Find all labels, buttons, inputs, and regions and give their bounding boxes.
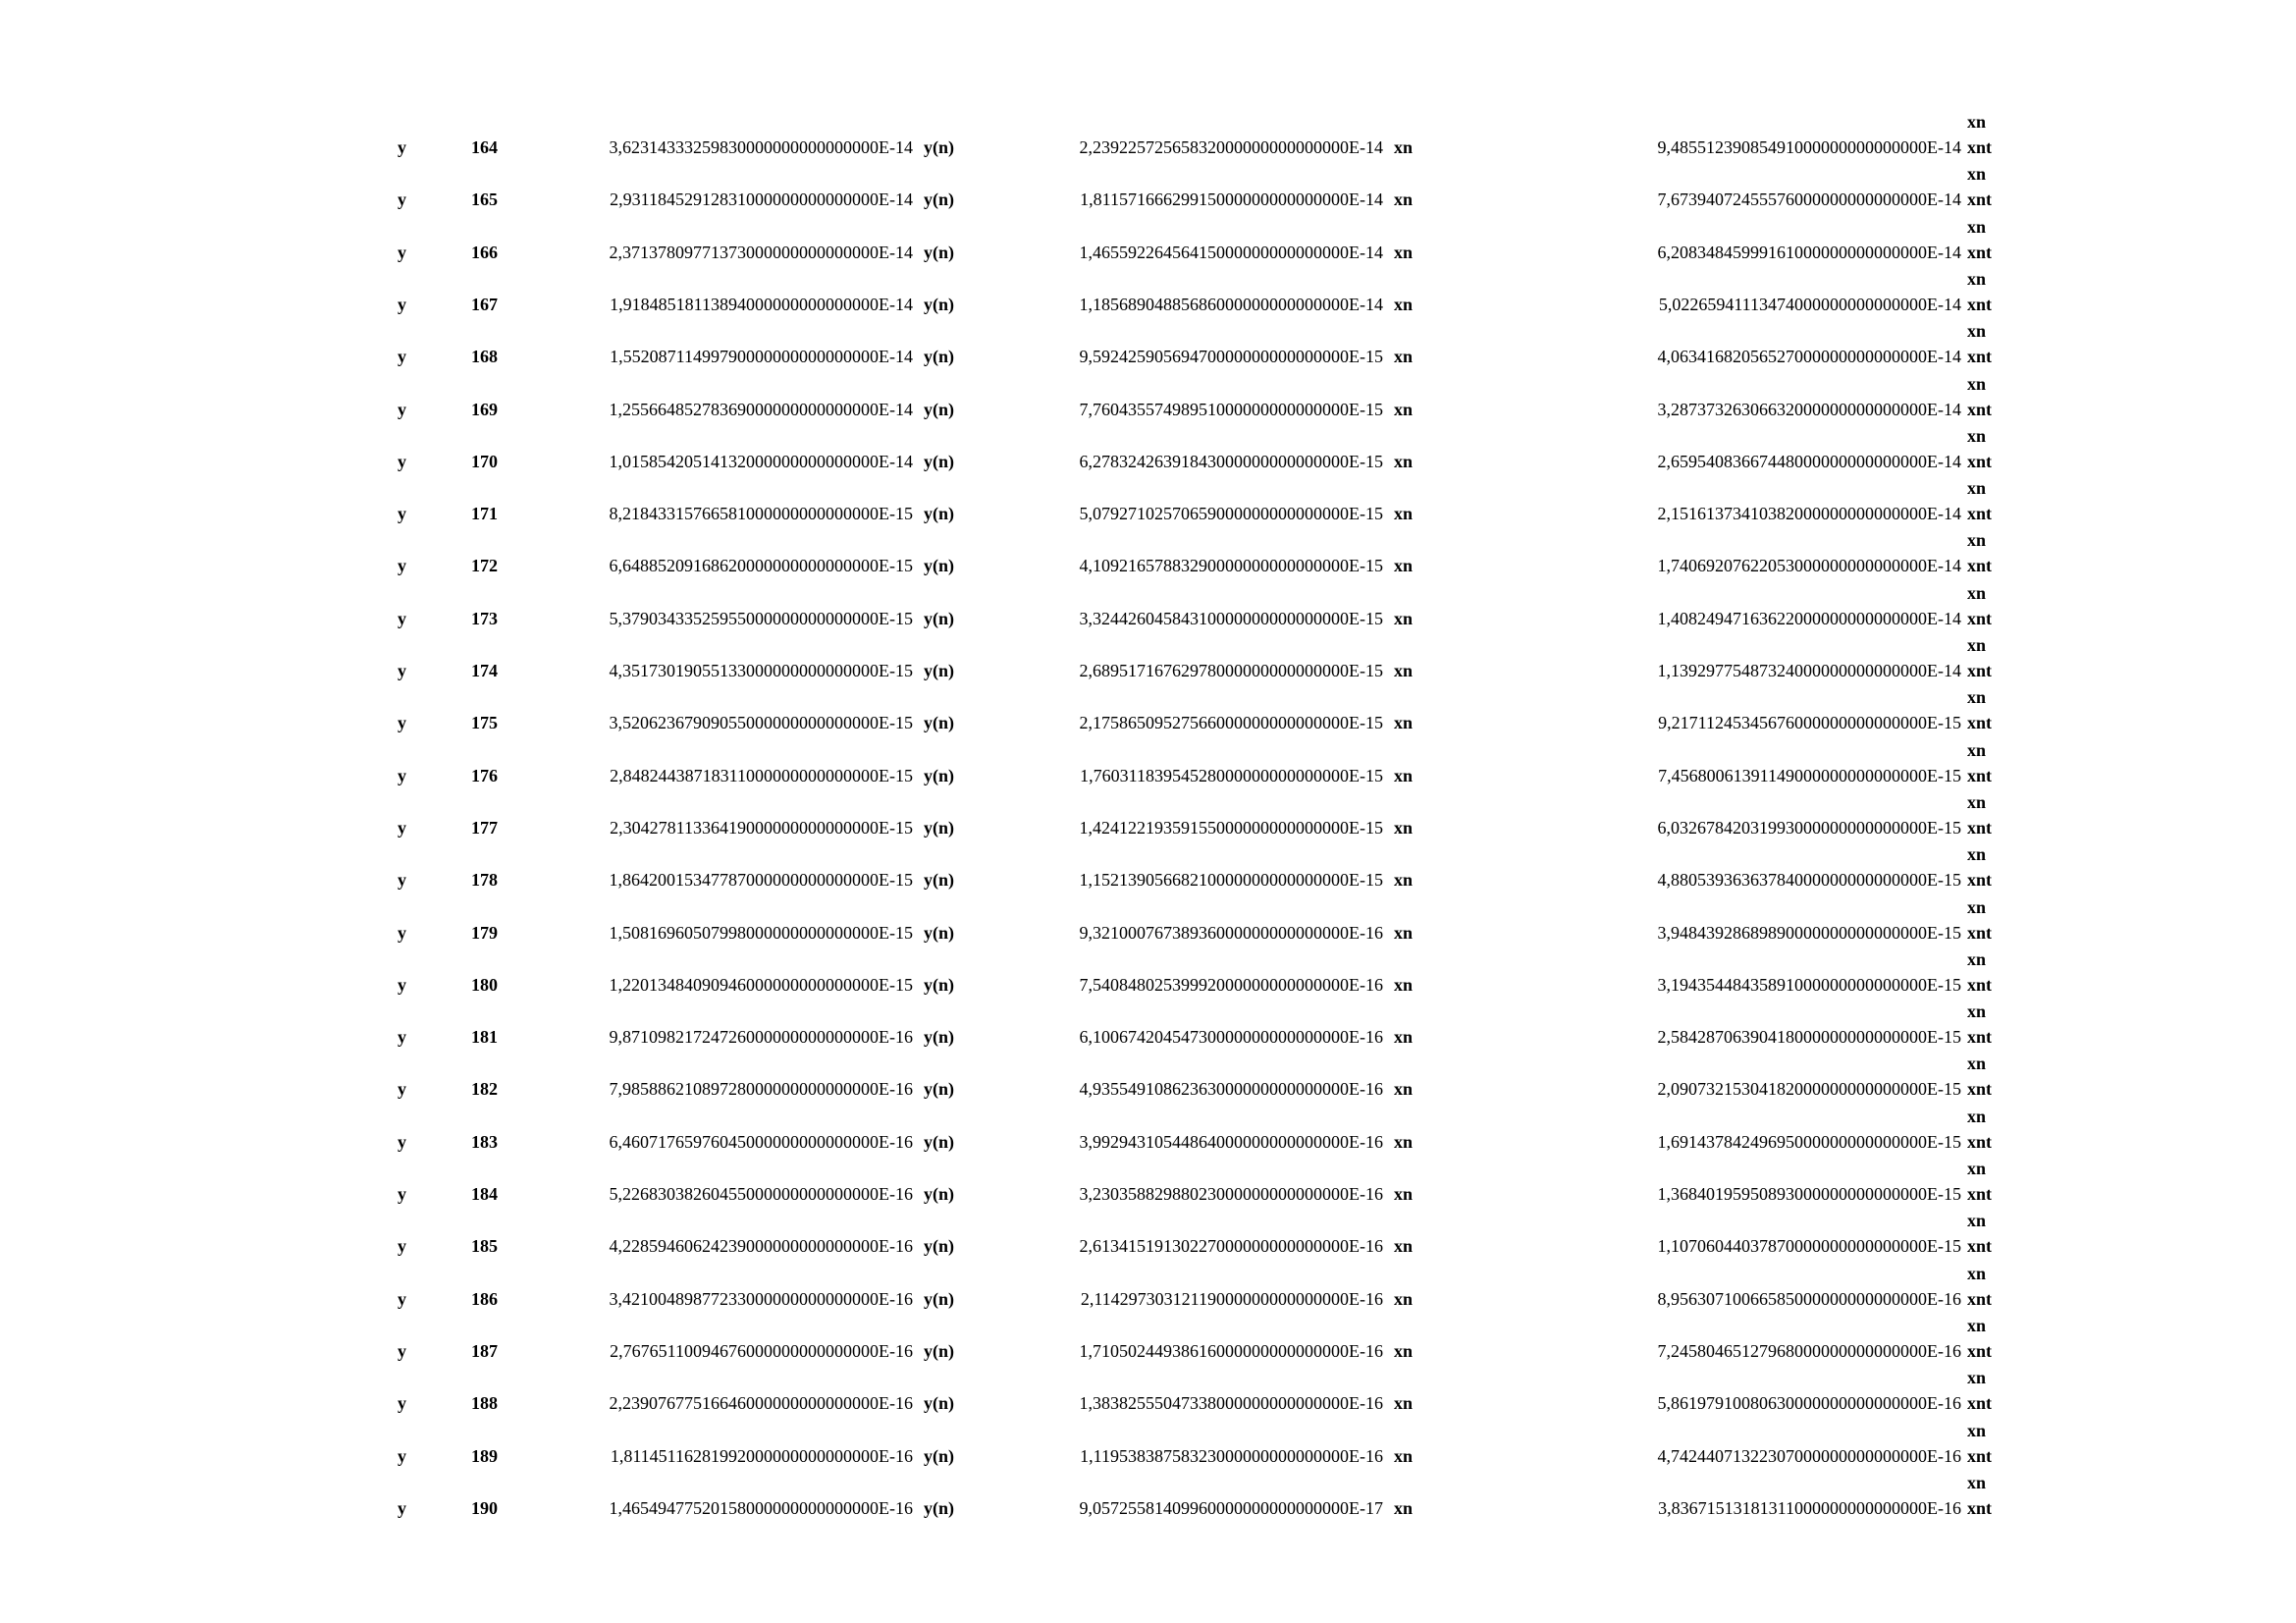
xn-value: 1,38382555047338000000000000000E-16: [1079, 1393, 1383, 1413]
row-label: y: [398, 870, 406, 890]
xn-value: 4,93554910862363000000000000000E-16: [1079, 1079, 1383, 1099]
xn-value: 3,23035882988023000000000000000E-16: [1079, 1184, 1383, 1204]
xn-value: 1,46559226456415000000000000000E-14: [1079, 243, 1383, 262]
row-index: 177: [471, 818, 498, 838]
row-index: 188: [471, 1393, 498, 1413]
xn-value: 1,18568904885686000000000000000E-14: [1079, 295, 1383, 314]
xn-value: 2,68951716762978000000000000000E-15: [1079, 661, 1383, 680]
xnt-top-tag: xn: [1967, 426, 1987, 446]
xn-tag: xn: [1394, 1184, 1414, 1204]
xn-tag: xn: [1394, 1498, 1414, 1518]
xn-value: 1,81157166629915000000000000000E-14: [1080, 189, 1383, 209]
y-tag: y(n): [924, 766, 954, 785]
xn-tag: xn: [1394, 452, 1414, 471]
y-tag: y(n): [924, 347, 954, 366]
xnt-tag: xnt: [1967, 766, 1993, 785]
table-row: [0, 318, 2296, 370]
y-value: 1,25566485278369000000000000000E-14: [609, 400, 913, 419]
y-value: 2,93118452912831000000000000000E-14: [610, 189, 913, 209]
y-tag: y(n): [924, 556, 954, 575]
row-label: y: [398, 1027, 406, 1047]
xn-value: 1,15213905668210000000000000000E-15: [1079, 870, 1383, 890]
y-value: 1,46549477520158000000000000000E-16: [609, 1498, 913, 1518]
xnt-value: 1,13929775487324000000000000000E-14: [1657, 661, 1961, 680]
y-tag: y(n): [924, 1184, 954, 1204]
row-index: 169: [471, 400, 498, 419]
xn-value: 2,17586509527566000000000000000E-15: [1079, 713, 1383, 732]
table-row: [0, 371, 2296, 423]
xn-tag: xn: [1394, 975, 1414, 995]
xnt-tag: xnt: [1967, 1446, 1993, 1466]
xn-value: 9,05725581409960000000000000000E-17: [1079, 1498, 1383, 1518]
y-value: 2,30427811336419000000000000000E-15: [610, 818, 913, 838]
xnt-top-tag: xn: [1967, 164, 1987, 184]
y-value: 9,87109821724726000000000000000E-16: [609, 1027, 913, 1047]
y-tag: y(n): [924, 1341, 954, 1361]
xnt-value: 6,03267842031993000000000000000E-15: [1657, 818, 1961, 838]
xn-tag: xn: [1394, 400, 1414, 419]
y-value: 4,35173019055133000000000000000E-15: [609, 661, 913, 680]
xn-tag: xn: [1394, 189, 1414, 209]
xnt-value: 7,67394072455576000000000000000E-14: [1657, 189, 1961, 209]
row-index: 190: [471, 1498, 498, 1518]
xnt-top-tag: xn: [1967, 217, 1987, 237]
xnt-tag: xnt: [1967, 1132, 1993, 1152]
row-label: y: [398, 1393, 406, 1413]
xn-tag: xn: [1394, 766, 1414, 785]
row-label: y: [398, 975, 406, 995]
row-index: 170: [471, 452, 498, 471]
xnt-tag: xnt: [1967, 1498, 1993, 1518]
xn-value: 2,11429730312119000000000000000E-16: [1080, 1289, 1383, 1309]
xn-tag: xn: [1394, 1236, 1414, 1256]
y-tag: y(n): [924, 504, 954, 523]
xn-value: 7,76043557498951000000000000000E-15: [1079, 400, 1383, 419]
xnt-top-tag: xn: [1967, 1421, 1987, 1440]
row-label: y: [398, 1498, 406, 1518]
xnt-top-tag: xn: [1967, 321, 1987, 341]
table-row: [0, 999, 2296, 1051]
row-label: y: [398, 766, 406, 785]
y-tag: y(n): [924, 713, 954, 732]
xnt-value: 7,24580465127968000000000000000E-16: [1657, 1341, 1961, 1361]
row-label: y: [398, 243, 406, 262]
row-index: 165: [471, 189, 498, 209]
xnt-tag: xnt: [1967, 1079, 1993, 1099]
xnt-top-tag: xn: [1967, 1107, 1987, 1126]
y-tag: y(n): [924, 1236, 954, 1256]
xn-tag: xn: [1394, 1446, 1414, 1466]
xn-value: 6,27832426391843000000000000000E-15: [1079, 452, 1383, 471]
table-row: [0, 423, 2296, 475]
xnt-tag: xnt: [1967, 870, 1993, 890]
row-label: y: [398, 1132, 406, 1152]
y-tag: y(n): [924, 923, 954, 943]
xn-value: 4,10921657883290000000000000000E-15: [1079, 556, 1383, 575]
y-value: 2,84824438718311000000000000000E-15: [610, 766, 913, 785]
xnt-tag: xnt: [1967, 1027, 1993, 1047]
xnt-value: 9,48551239085491000000000000000E-14: [1657, 137, 1961, 157]
table-row: [0, 894, 2296, 947]
y-tag: y(n): [924, 1393, 954, 1413]
xn-value: 2,61341519130227000000000000000E-16: [1079, 1236, 1383, 1256]
table-row: [0, 632, 2296, 684]
row-label: y: [398, 1236, 406, 1256]
xn-tag: xn: [1394, 713, 1414, 732]
row-label: y: [398, 609, 406, 628]
xnt-top-tag: xn: [1967, 1211, 1987, 1230]
xnt-tag: xnt: [1967, 818, 1993, 838]
y-value: 5,37903433525955000000000000000E-15: [609, 609, 913, 628]
y-tag: y(n): [924, 1289, 954, 1309]
xnt-top-tag: xn: [1967, 635, 1987, 655]
xn-tag: xn: [1394, 504, 1414, 523]
xnt-tag: xnt: [1967, 400, 1993, 419]
table-row: [0, 1313, 2296, 1365]
xnt-top-tag: xn: [1967, 374, 1987, 394]
xnt-value: 1,10706044037870000000000000000E-15: [1657, 1236, 1961, 1256]
xnt-tag: xnt: [1967, 923, 1993, 943]
xnt-top-tag: xn: [1967, 478, 1987, 498]
xnt-top-tag: xn: [1967, 1473, 1987, 1492]
row-label: y: [398, 347, 406, 366]
y-value: 1,86420015347787000000000000000E-15: [609, 870, 913, 890]
y-tag: y(n): [924, 1446, 954, 1466]
xnt-value: 8,95630710066585000000000000000E-16: [1657, 1289, 1961, 1309]
xn-tag: xn: [1394, 347, 1414, 366]
table-row: [0, 1418, 2296, 1470]
y-value: 1,55208711499790000000000000000E-14: [610, 347, 913, 366]
table-row: [0, 1208, 2296, 1260]
y-tag: y(n): [924, 1079, 954, 1099]
y-tag: y(n): [924, 1132, 954, 1152]
y-tag: y(n): [924, 243, 954, 262]
row-label: y: [398, 504, 406, 523]
xnt-tag: xnt: [1967, 452, 1993, 471]
y-tag: y(n): [924, 1027, 954, 1047]
xnt-value: 4,06341682056527000000000000000E-14: [1657, 347, 1961, 366]
y-value: 1,81145116281992000000000000000E-16: [610, 1446, 913, 1466]
xn-tag: xn: [1394, 1341, 1414, 1361]
row-label: y: [398, 137, 406, 157]
row-index: 189: [471, 1446, 498, 1466]
row-label: y: [398, 189, 406, 209]
xn-value: 1,42412219359155000000000000000E-15: [1079, 818, 1383, 838]
xnt-tag: xnt: [1967, 189, 1993, 209]
y-tag: y(n): [924, 295, 954, 314]
y-value: 3,62314333259830000000000000000E-14: [609, 137, 913, 157]
xn-tag: xn: [1394, 1027, 1414, 1047]
xnt-value: 2,09073215304182000000000000000E-15: [1657, 1079, 1961, 1099]
xn-tag: xn: [1394, 243, 1414, 262]
xnt-value: 2,58428706390418000000000000000E-15: [1657, 1027, 1961, 1047]
row-index: 172: [471, 556, 498, 575]
xnt-tag: xnt: [1967, 713, 1993, 732]
xnt-value: 1,40824947163622000000000000000E-14: [1657, 609, 1961, 628]
xnt-tag: xnt: [1967, 295, 1993, 314]
row-index: 184: [471, 1184, 498, 1204]
xnt-top-tag: xn: [1967, 112, 1987, 132]
xn-value: 7,54084802539992000000000000000E-16: [1079, 975, 1383, 995]
row-index: 186: [471, 1289, 498, 1309]
xnt-tag: xnt: [1967, 1236, 1993, 1256]
y-tag: y(n): [924, 870, 954, 890]
xn-value: 9,32100076738936000000000000000E-16: [1079, 923, 1383, 943]
table-row: [0, 527, 2296, 579]
row-label: y: [398, 556, 406, 575]
xnt-tag: xnt: [1967, 609, 1993, 628]
xn-tag: xn: [1394, 870, 1414, 890]
xn-tag: xn: [1394, 609, 1414, 628]
table-row: [0, 737, 2296, 789]
xnt-top-tag: xn: [1967, 1316, 1987, 1335]
table-row: [0, 841, 2296, 893]
table-row: [0, 1470, 2296, 1522]
row-label: y: [398, 400, 406, 419]
xnt-tag: xnt: [1967, 137, 1993, 157]
y-value: 5,22683038260455000000000000000E-16: [609, 1184, 913, 1204]
xn-tag: xn: [1394, 1079, 1414, 1099]
xnt-top-tag: xn: [1967, 583, 1987, 603]
xnt-value: 9,21711245345676000000000000000E-15: [1658, 713, 1961, 732]
table-row: [0, 109, 2296, 161]
y-value: 1,22013484090946000000000000000E-15: [609, 975, 913, 995]
row-index: 174: [471, 661, 498, 680]
y-tag: y(n): [924, 609, 954, 628]
row-index: 178: [471, 870, 498, 890]
xn-value: 1,71050244938616000000000000000E-16: [1079, 1341, 1383, 1361]
xnt-value: 7,45680061391149000000000000000E-15: [1658, 766, 1961, 785]
table-row: [0, 1365, 2296, 1417]
xnt-top-tag: xn: [1967, 1368, 1987, 1387]
xnt-tag: xnt: [1967, 1341, 1993, 1361]
xnt-tag: xnt: [1967, 243, 1993, 262]
xnt-top-tag: xn: [1967, 844, 1987, 864]
row-label: y: [398, 661, 406, 680]
y-tag: y(n): [924, 137, 954, 157]
table-row: [0, 266, 2296, 318]
table-row: [0, 947, 2296, 999]
y-value: 7,98588621089728000000000000000E-16: [609, 1079, 913, 1099]
y-value: 2,23907677516646000000000000000E-16: [609, 1393, 913, 1413]
row-index: 176: [471, 766, 498, 785]
row-label: y: [398, 295, 406, 314]
table-row: [0, 580, 2296, 632]
y-value: 1,01585420514132000000000000000E-14: [609, 452, 913, 471]
table-row: [0, 1261, 2296, 1313]
xnt-top-tag: xn: [1967, 949, 1987, 969]
xnt-tag: xnt: [1967, 1289, 1993, 1309]
table-row: [0, 1051, 2296, 1103]
row-index: 185: [471, 1236, 498, 1256]
xnt-value: 3,28737326306632000000000000000E-14: [1657, 400, 1961, 419]
y-tag: y(n): [924, 400, 954, 419]
y-value: 2,76765110094676000000000000000E-16: [610, 1341, 913, 1361]
row-index: 183: [471, 1132, 498, 1152]
y-value: 2,37137809771373000000000000000E-14: [609, 243, 913, 262]
row-index: 180: [471, 975, 498, 995]
table-row: [0, 684, 2296, 736]
row-index: 187: [471, 1341, 498, 1361]
xnt-tag: xnt: [1967, 347, 1993, 366]
xnt-tag: xnt: [1967, 1184, 1993, 1204]
row-index: 173: [471, 609, 498, 628]
xnt-value: 3,83671513181311000000000000000E-16: [1658, 1498, 1961, 1518]
y-value: 6,64885209168620000000000000000E-15: [609, 556, 913, 575]
row-index: 171: [471, 504, 498, 523]
xnt-top-tag: xn: [1967, 1159, 1987, 1178]
xn-tag: xn: [1394, 923, 1414, 943]
y-value: 1,50816960507998000000000000000E-15: [609, 923, 913, 943]
table-row: [0, 1104, 2296, 1156]
row-index: 166: [471, 243, 498, 262]
row-label: y: [398, 923, 406, 943]
row-index: 182: [471, 1079, 498, 1099]
xnt-tag: xnt: [1967, 661, 1993, 680]
y-value: 3,42100489877233000000000000000E-16: [609, 1289, 913, 1309]
y-value: 3,52062367909055000000000000000E-15: [609, 713, 913, 732]
xn-value: 1,76031183954528000000000000000E-15: [1080, 766, 1383, 785]
xn-value: 9,59242590569470000000000000000E-15: [1079, 347, 1383, 366]
table-row: [0, 214, 2296, 266]
y-tag: y(n): [924, 452, 954, 471]
row-label: y: [398, 1289, 406, 1309]
y-tag: y(n): [924, 1498, 954, 1518]
xnt-top-tag: xn: [1967, 1264, 1987, 1283]
xn-tag: xn: [1394, 1393, 1414, 1413]
row-index: 164: [471, 137, 498, 157]
row-index: 167: [471, 295, 498, 314]
row-label: y: [398, 1446, 406, 1466]
xn-tag: xn: [1394, 818, 1414, 838]
xnt-top-tag: xn: [1967, 269, 1987, 289]
y-tag: y(n): [924, 661, 954, 680]
table-row: [0, 161, 2296, 213]
xnt-tag: xnt: [1967, 1393, 1993, 1413]
xnt-top-tag: xn: [1967, 530, 1987, 550]
xn-value: 6,10067420454730000000000000000E-16: [1079, 1027, 1383, 1047]
xn-value: 2,23922572565832000000000000000E-14: [1079, 137, 1383, 157]
xnt-top-tag: xn: [1967, 1001, 1987, 1021]
row-index: 175: [471, 713, 498, 732]
y-tag: y(n): [924, 189, 954, 209]
xnt-value: 4,74244071322307000000000000000E-16: [1657, 1446, 1961, 1466]
xnt-top-tag: xn: [1967, 687, 1987, 707]
row-index: 181: [471, 1027, 498, 1047]
table-row: [0, 789, 2296, 841]
table-row: [0, 1156, 2296, 1208]
row-label: y: [398, 1079, 406, 1099]
row-index: 179: [471, 923, 498, 943]
xn-value: 5,07927102570659000000000000000E-15: [1079, 504, 1383, 523]
xn-tag: xn: [1394, 661, 1414, 680]
xn-value: 1,11953838758323000000000000000E-16: [1080, 1446, 1383, 1466]
y-tag: y(n): [924, 975, 954, 995]
xn-tag: xn: [1394, 137, 1414, 157]
xn-value: 3,32442604584310000000000000000E-15: [1079, 609, 1383, 628]
y-value: 4,22859460624239000000000000000E-16: [609, 1236, 913, 1256]
y-value: 6,46071765976045000000000000000E-16: [609, 1132, 913, 1152]
row-label: y: [398, 713, 406, 732]
xn-tag: xn: [1394, 1132, 1414, 1152]
xnt-value: 3,19435448435891000000000000000E-15: [1657, 975, 1961, 995]
row-label: y: [398, 452, 406, 471]
xn-tag: xn: [1394, 1289, 1414, 1309]
row-label: y: [398, 1184, 406, 1204]
xnt-tag: xnt: [1967, 556, 1993, 575]
xnt-value: 5,86197910080630000000000000000E-16: [1657, 1393, 1961, 1413]
xn-tag: xn: [1394, 556, 1414, 575]
row-label: y: [398, 1341, 406, 1361]
xnt-tag: xnt: [1967, 504, 1993, 523]
row-label: y: [398, 818, 406, 838]
xn-value: 3,99294310544864000000000000000E-16: [1079, 1132, 1383, 1152]
xnt-value: 5,02265941113474000000000000000E-14: [1658, 295, 1961, 314]
xnt-top-tag: xn: [1967, 1054, 1987, 1073]
xnt-value: 1,69143784249695000000000000000E-15: [1657, 1132, 1961, 1152]
xnt-value: 4,88053936363784000000000000000E-15: [1657, 870, 1961, 890]
y-value: 1,91848518113894000000000000000E-14: [610, 295, 913, 314]
y-value: 8,21843315766581000000000000000E-15: [609, 504, 913, 523]
xnt-value: 1,36840195950893000000000000000E-15: [1657, 1184, 1961, 1204]
xnt-tag: xnt: [1967, 975, 1993, 995]
xnt-value: 1,74069207622053000000000000000E-14: [1657, 556, 1961, 575]
table-row: [0, 475, 2296, 527]
xnt-top-tag: xn: [1967, 740, 1987, 760]
row-index: 168: [471, 347, 498, 366]
y-tag: y(n): [924, 818, 954, 838]
xnt-value: 2,15161373410382000000000000000E-14: [1657, 504, 1961, 523]
xnt-value: 6,20834845999161000000000000000E-14: [1657, 243, 1961, 262]
xnt-top-tag: xn: [1967, 897, 1987, 917]
xnt-top-tag: xn: [1967, 792, 1987, 812]
xnt-value: 2,65954083667448000000000000000E-14: [1657, 452, 1961, 471]
xnt-value: 3,94843928689890000000000000000E-15: [1657, 923, 1961, 943]
xn-tag: xn: [1394, 295, 1414, 314]
